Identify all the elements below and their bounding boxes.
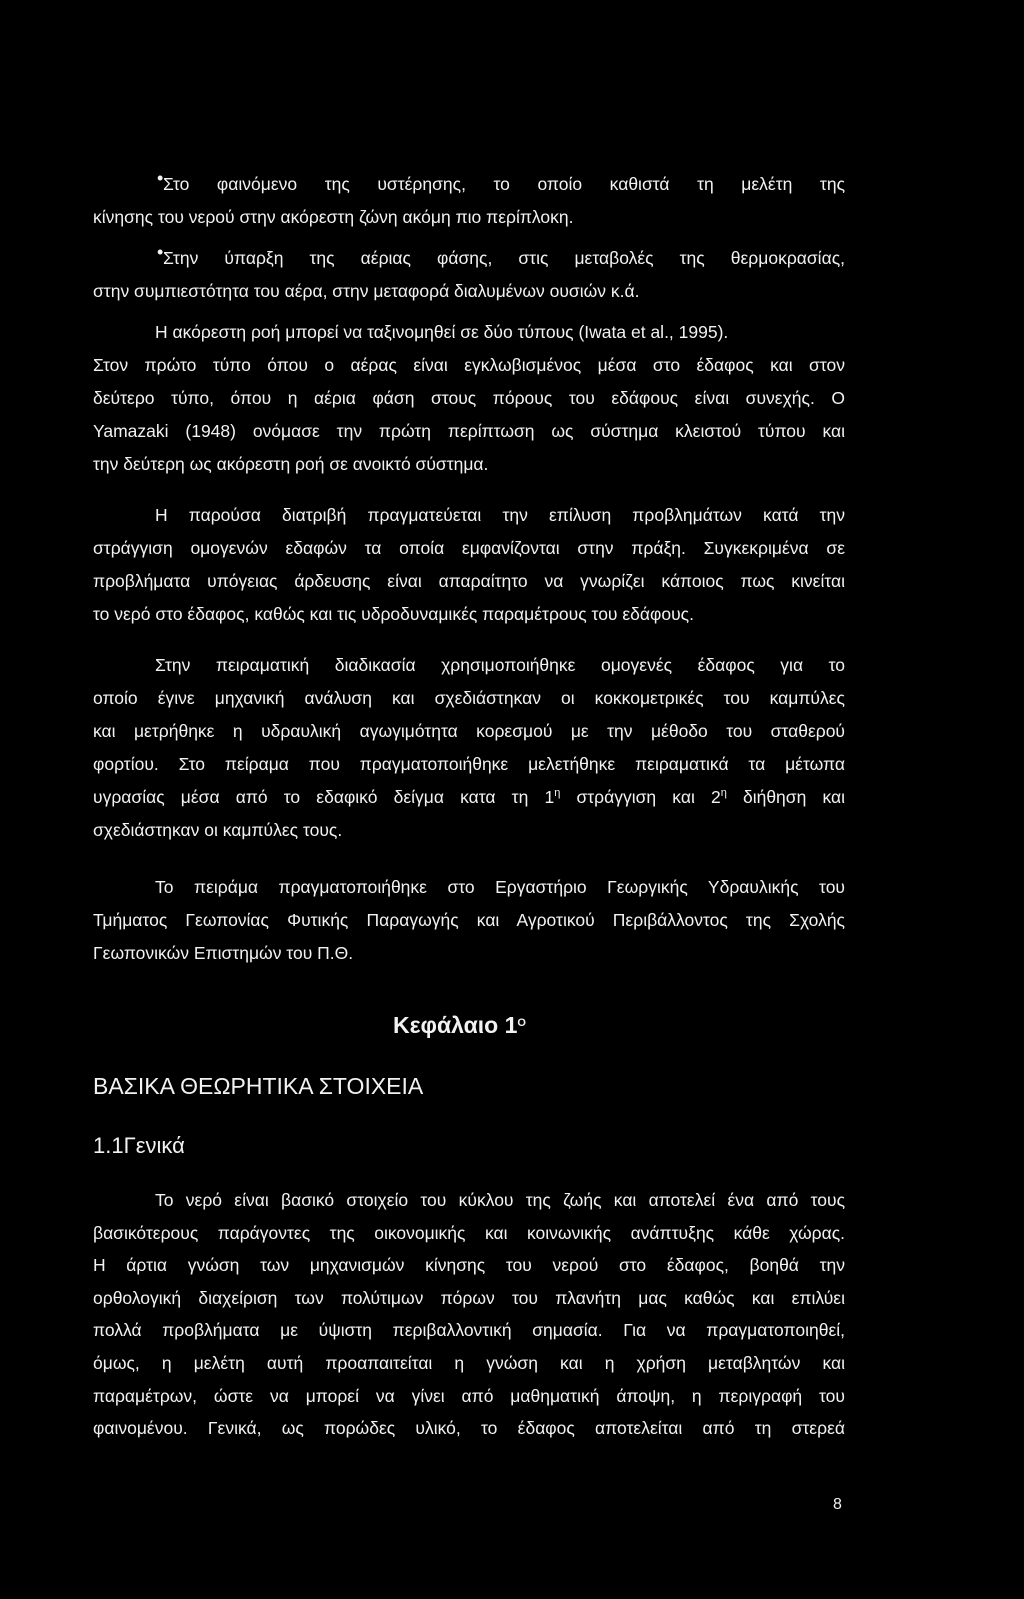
text-line: Στην ύπαρξη της αέριας φάσης, στις μεταβολές της θερμοκρασίας, bbox=[163, 248, 845, 268]
bullet-item bbox=[93, 168, 845, 234]
text-line: Η παρούσα διατριβή πραγματεύεται την επίλυση προβλημάτων κατά την bbox=[155, 505, 845, 525]
paragraph bbox=[93, 316, 845, 481]
page-body bbox=[93, 168, 845, 970]
text-line: παραμέτρων, ώστε να μπορεί να γίνει από μαθηματική άποψη, η περιγραφή του bbox=[93, 1385, 845, 1406]
text-fragment: στράγγιση και 2 bbox=[560, 787, 721, 807]
text-line: το νερό στο έδαφος, καθώς και τις υδροδυναμικές παραμέτρους του εδάφους. bbox=[93, 604, 694, 624]
superscript: η bbox=[720, 787, 727, 799]
text-line: βασικότερους παράγοντες της οικονομικής και κοινωνικής ανάπτυξης κάθε χώρας. bbox=[93, 1222, 845, 1243]
text-line: όμως, η μελέτη αυτή προαπαιτείται η γνώση και η χρήση μεταβλητών και bbox=[93, 1352, 845, 1373]
text-line: στην συμπιεστότητα του αέρα, στην μεταφορά διαλυμένων ουσιών κ.ά. bbox=[93, 281, 640, 301]
text-line: Το πειράμα πραγματοποιήθηκε στο Εργαστήριο Γεωργικής Υδραυλικής του bbox=[155, 877, 845, 897]
text-line: την δεύτερη ως ακόρεστη ροή σε ανοικτό σύστημα. bbox=[93, 454, 489, 474]
text-line: δεύτερο τύπο, όπου η αέρια φάση στους πόρους του εδάφους είναι συνεχής. Ο bbox=[93, 388, 845, 408]
paragraph bbox=[93, 871, 845, 970]
section-title: ΒΑΣΙΚΑ ΘΕΩΡΗΤΙΚΑ ΣΤΟΙΧΕΙΑ bbox=[93, 1073, 424, 1099]
text-line: και μετρήθηκε η υδραυλική αγωγιμότητα κορεσμού με την μέθοδο του σταθερού bbox=[93, 721, 845, 741]
superscript: η bbox=[554, 787, 561, 799]
text-line: φαινομένου. Γενικά, ως πορώδες υλικό, το έδαφος αποτελείται από τη στερεά bbox=[93, 1418, 845, 1439]
text-line: Το νερό είναι βασικό στοιχείο του κύκλου της ζωής και αποτελεί ένα από τους bbox=[155, 1190, 845, 1210]
chapter-superscript: Ο bbox=[517, 1017, 526, 1029]
text-line: Η ακόρεστη ροή μπορεί να ταξινομηθεί σε δύο τύπους (Iwata et al., 1995). bbox=[155, 322, 729, 342]
text-line: Στην πειραματική διαδικασία χρησιμοποιήθηκε ομογενές έδαφος για το bbox=[155, 655, 845, 675]
bullet-icon: • bbox=[157, 168, 164, 188]
paragraph bbox=[93, 499, 845, 631]
text-fragment: υγρασίας μέσα από το εδαφικό δείγμα κατα τη 1 bbox=[93, 787, 555, 807]
text-line: Γεωπονικών Επιστημών του Π.Θ. bbox=[93, 943, 354, 963]
subsection-title: 1.1Γενικά bbox=[93, 1133, 185, 1158]
text-line: πολλά προβλήματα με ύψιστη περιβαλλοντική σημασία. Για να πραγματοποιηθεί, bbox=[93, 1320, 845, 1341]
text-line: Τμήματος Γεωπονίας Φυτικής Παραγωγής και Αγροτικού Περιβάλλοντος της Σχολής bbox=[93, 910, 845, 930]
text-line: κίνησης του νερού στην ακόρεστη ζώνη ακόμη πιο περίπλοκη. bbox=[93, 207, 574, 227]
text-line: προβλήματα υπόγειας άρδευσης είναι απαραίτητο να γνωρίζει κάποιος πως κινείται bbox=[93, 571, 845, 591]
text-line: ορθολογική διαχείριση των πολύτιμων πόρων του πλανήτη μας καθώς και επιλύει bbox=[93, 1287, 845, 1308]
text-fragment: διήθηση και bbox=[726, 787, 845, 807]
text-line: φορτίου. Στο πείραμα που πραγματοποιήθηκε μελετήθηκε πειραματικά τα μέτωπα bbox=[93, 754, 845, 774]
text-line: Στο φαινόμενο της υστέρησης, το οποίο καθιστά τη μελέτη της bbox=[163, 174, 845, 194]
text-line: Yamazaki (1948) ονόμασε την πρώτη περίπτωση ως σύστημα κλειστού τύπου και bbox=[93, 421, 845, 441]
text-line: σχεδιάστηκαν οι καμπύλες τους. bbox=[93, 820, 343, 840]
chapter-title bbox=[393, 1012, 526, 1039]
text-line bbox=[93, 781, 845, 814]
text-line: Στον πρώτο τύπο όπου ο αέρας είναι εγκλωβισμένος μέσα στο έδαφος και στον bbox=[93, 355, 845, 375]
paragraph bbox=[93, 1184, 845, 1445]
bullet-icon: • bbox=[157, 242, 164, 262]
text-line: οποίο έγινε μηχανική ανάλυση και σχεδιάστηκαν οι κοκκομετρικές του καμπύλες bbox=[93, 688, 845, 708]
bullet-item bbox=[93, 242, 845, 308]
chapter-label: Κεφάλαιο 1 bbox=[393, 1012, 518, 1038]
page-number: 8 bbox=[833, 1496, 842, 1513]
paragraph bbox=[93, 649, 845, 847]
text-line: στράγγιση ομογενών εδαφών τα οποία εμφανίζονται στην πράξη. Συγκεκριμένα σε bbox=[93, 538, 845, 558]
text-line: Η άρτια γνώση των μηχανισμών κίνησης του νερού στο έδαφος, βοηθά την bbox=[93, 1255, 845, 1276]
